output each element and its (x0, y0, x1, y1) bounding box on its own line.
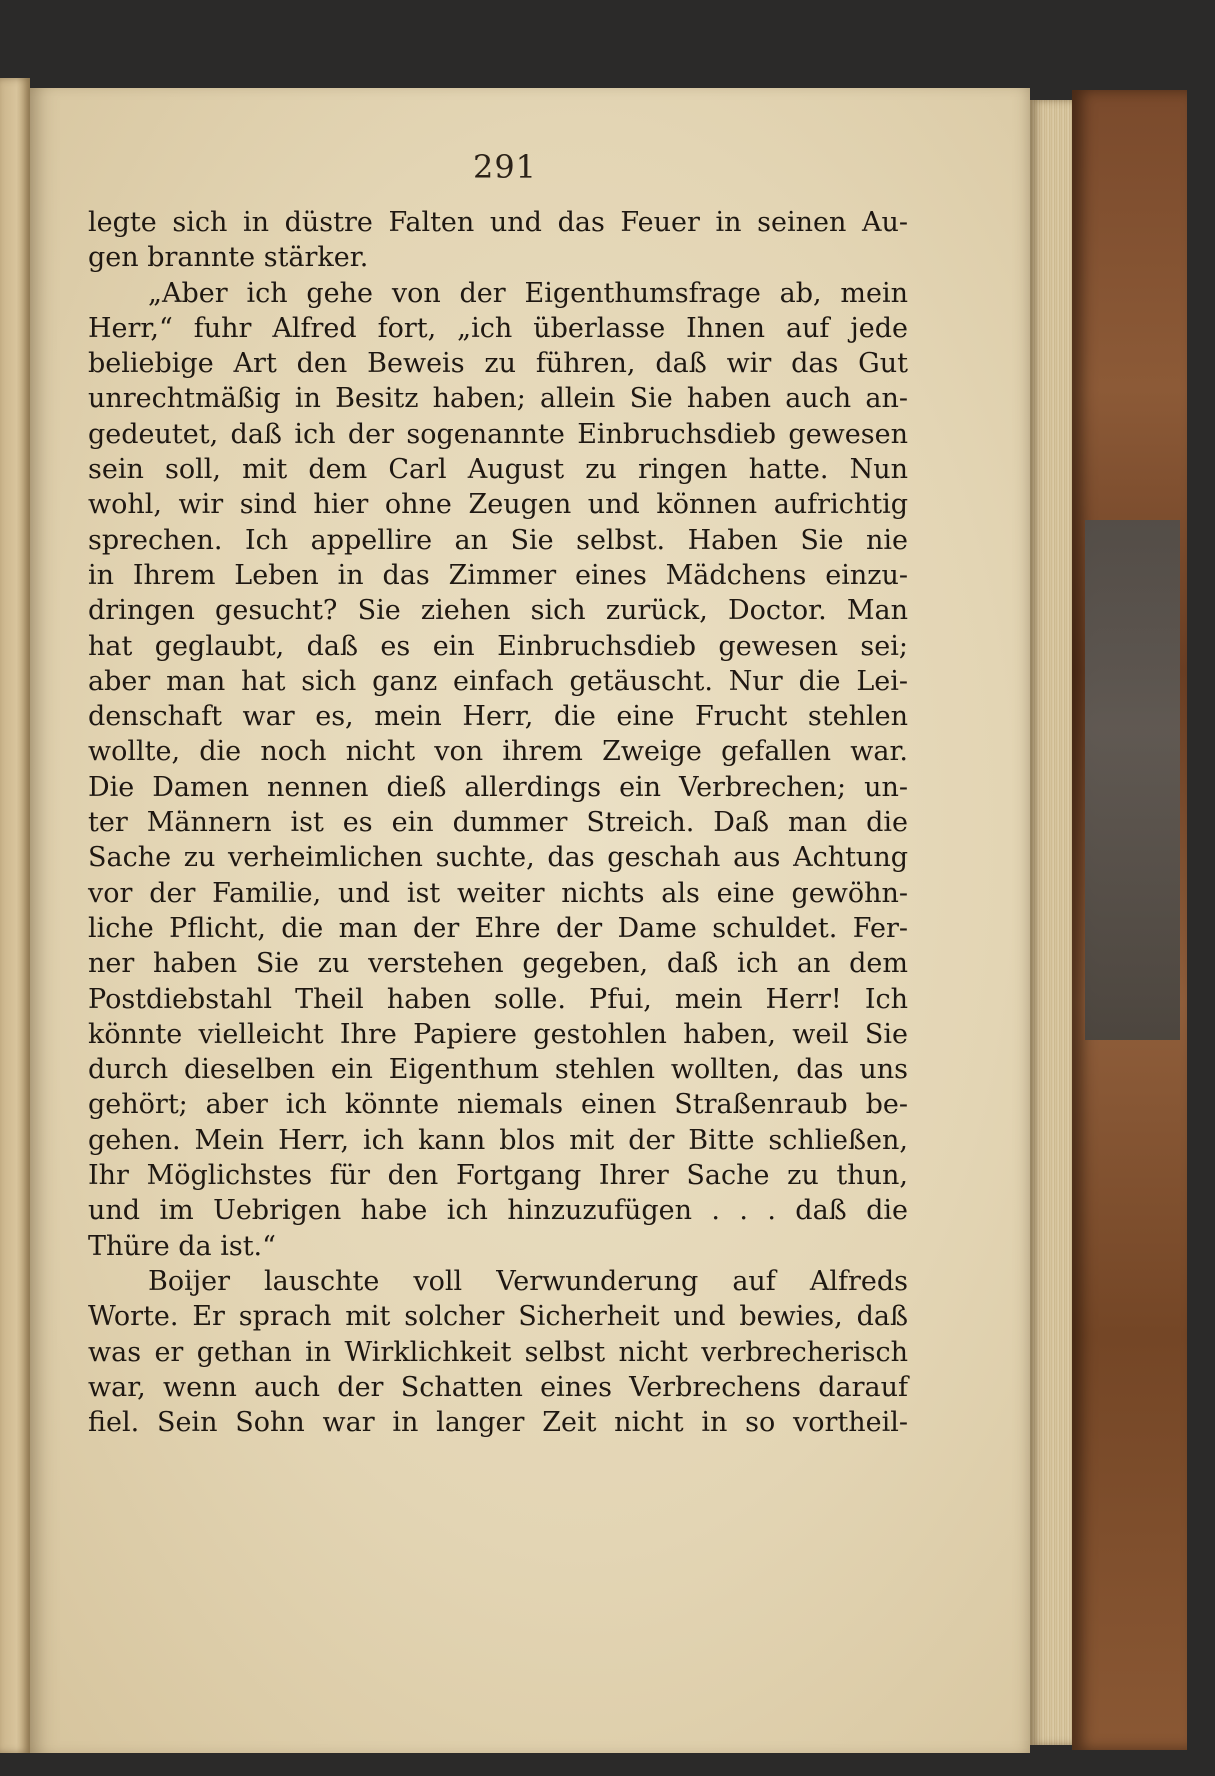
text-line: gen brannte stärker. (88, 242, 369, 274)
text-line: sprechen. Ich appellire an Sie selbst. Haben Sie nie (88, 524, 908, 556)
facing-page-edge (0, 78, 30, 1753)
text-line: gehört; aber ich könnte niemals einen Straßenraub be- (88, 1089, 908, 1121)
text-line: dringen gesucht? Sie ziehen sich zurück, Doctor. Man (88, 595, 908, 627)
text-line: könnte vielleicht Ihre Papiere gestohlen haben, weil Sie (88, 1018, 908, 1050)
text-line: ner haben Sie zu verstehen gegeben, daß ich an dem (88, 948, 908, 980)
text-line: aber man hat sich ganz einfach getäuscht. Nur die Lei- (88, 665, 908, 697)
text-line: beliebige Art den Beweis zu führen, daß wir das Gut (88, 348, 908, 380)
text-line: durch dieselben ein Eigenthum stehlen wollten, das uns (88, 1054, 908, 1086)
page-number: 291 (472, 148, 538, 186)
text-line: und im Uebrigen habe ich hinzuzufügen . . . daß die (88, 1195, 908, 1227)
text-line: Ihr Möglichstes für den Fortgang Ihrer Sache zu thun, (88, 1160, 908, 1192)
text-line: denschaft war es, mein Herr, die eine Frucht stehlen (88, 701, 908, 733)
text-line: liche Pflicht, die man der Ehre der Dame schuldet. Fer- (88, 912, 908, 944)
text-line: Thüre da ist.“ (88, 1230, 276, 1262)
body-text (88, 205, 908, 1440)
text-line: wohl, wir sind hier ohne Zeugen und können aufrichtig (88, 489, 908, 521)
text-line: gehen. Mein Herr, ich kann blos mit der Bitte schließen, (88, 1124, 908, 1156)
text-line: unrechtmäßig in Besitz haben; allein Sie haben auch an- (88, 383, 908, 415)
text-line: was er gethan in Wirklichkeit selbst nicht verbrecherisch (88, 1336, 908, 1368)
text-line: hat geglaubt, daß es ein Einbruchsdieb gewesen sei; (88, 630, 908, 662)
text-line: Die Damen nennen dieß allerdings ein Verbrechen; un- (88, 771, 908, 803)
text-line: wollte, die noch nicht von ihrem Zweige gefallen war. (88, 736, 908, 768)
text-line: Boijer lauschte voll Verwunderung auf Alfreds (148, 1265, 908, 1297)
text-line: legte sich in düstre Falten und das Feuer in seinen Au- (88, 207, 908, 238)
text-line: Herr,“ fuhr Alfred fort, „ich überlasse Ihnen auf jede (88, 312, 908, 344)
text-line: gedeutet, daß ich der sogenannte Einbruchsdieb gewesen (88, 418, 908, 450)
text-line: vor der Familie, und ist weiter nichts als eine gewöhn- (88, 877, 908, 909)
text-line: in Ihrem Leben in das Zimmer eines Mädchens einzu- (88, 559, 908, 591)
text-line: Worte. Er sprach mit solcher Sicherheit und bewies, daß (88, 1301, 908, 1333)
text-line: Postdiebstahl Theil haben solle. Pfui, mein Herr! Ich (88, 983, 908, 1015)
text-line: fiel. Sein Sohn war in langer Zeit nicht in so vortheil- (88, 1407, 908, 1439)
cover-spine-panel (1085, 520, 1180, 1040)
text-line: war, wenn auch der Schatten eines Verbrechens darauf (88, 1371, 908, 1403)
text-line: ter Männern ist es ein dummer Streich. Daß man die (88, 807, 908, 839)
text-line: „Aber ich gehe von der Eigenthumsfrage ab, mein (148, 277, 908, 309)
text-line: sein soll, mit dem Carl August zu ringen hatte. Nun (88, 454, 908, 486)
page-block-edges (1030, 100, 1072, 1745)
text-line: Sache zu verheimlichen suchte, das geschah aus Achtung (88, 842, 908, 874)
